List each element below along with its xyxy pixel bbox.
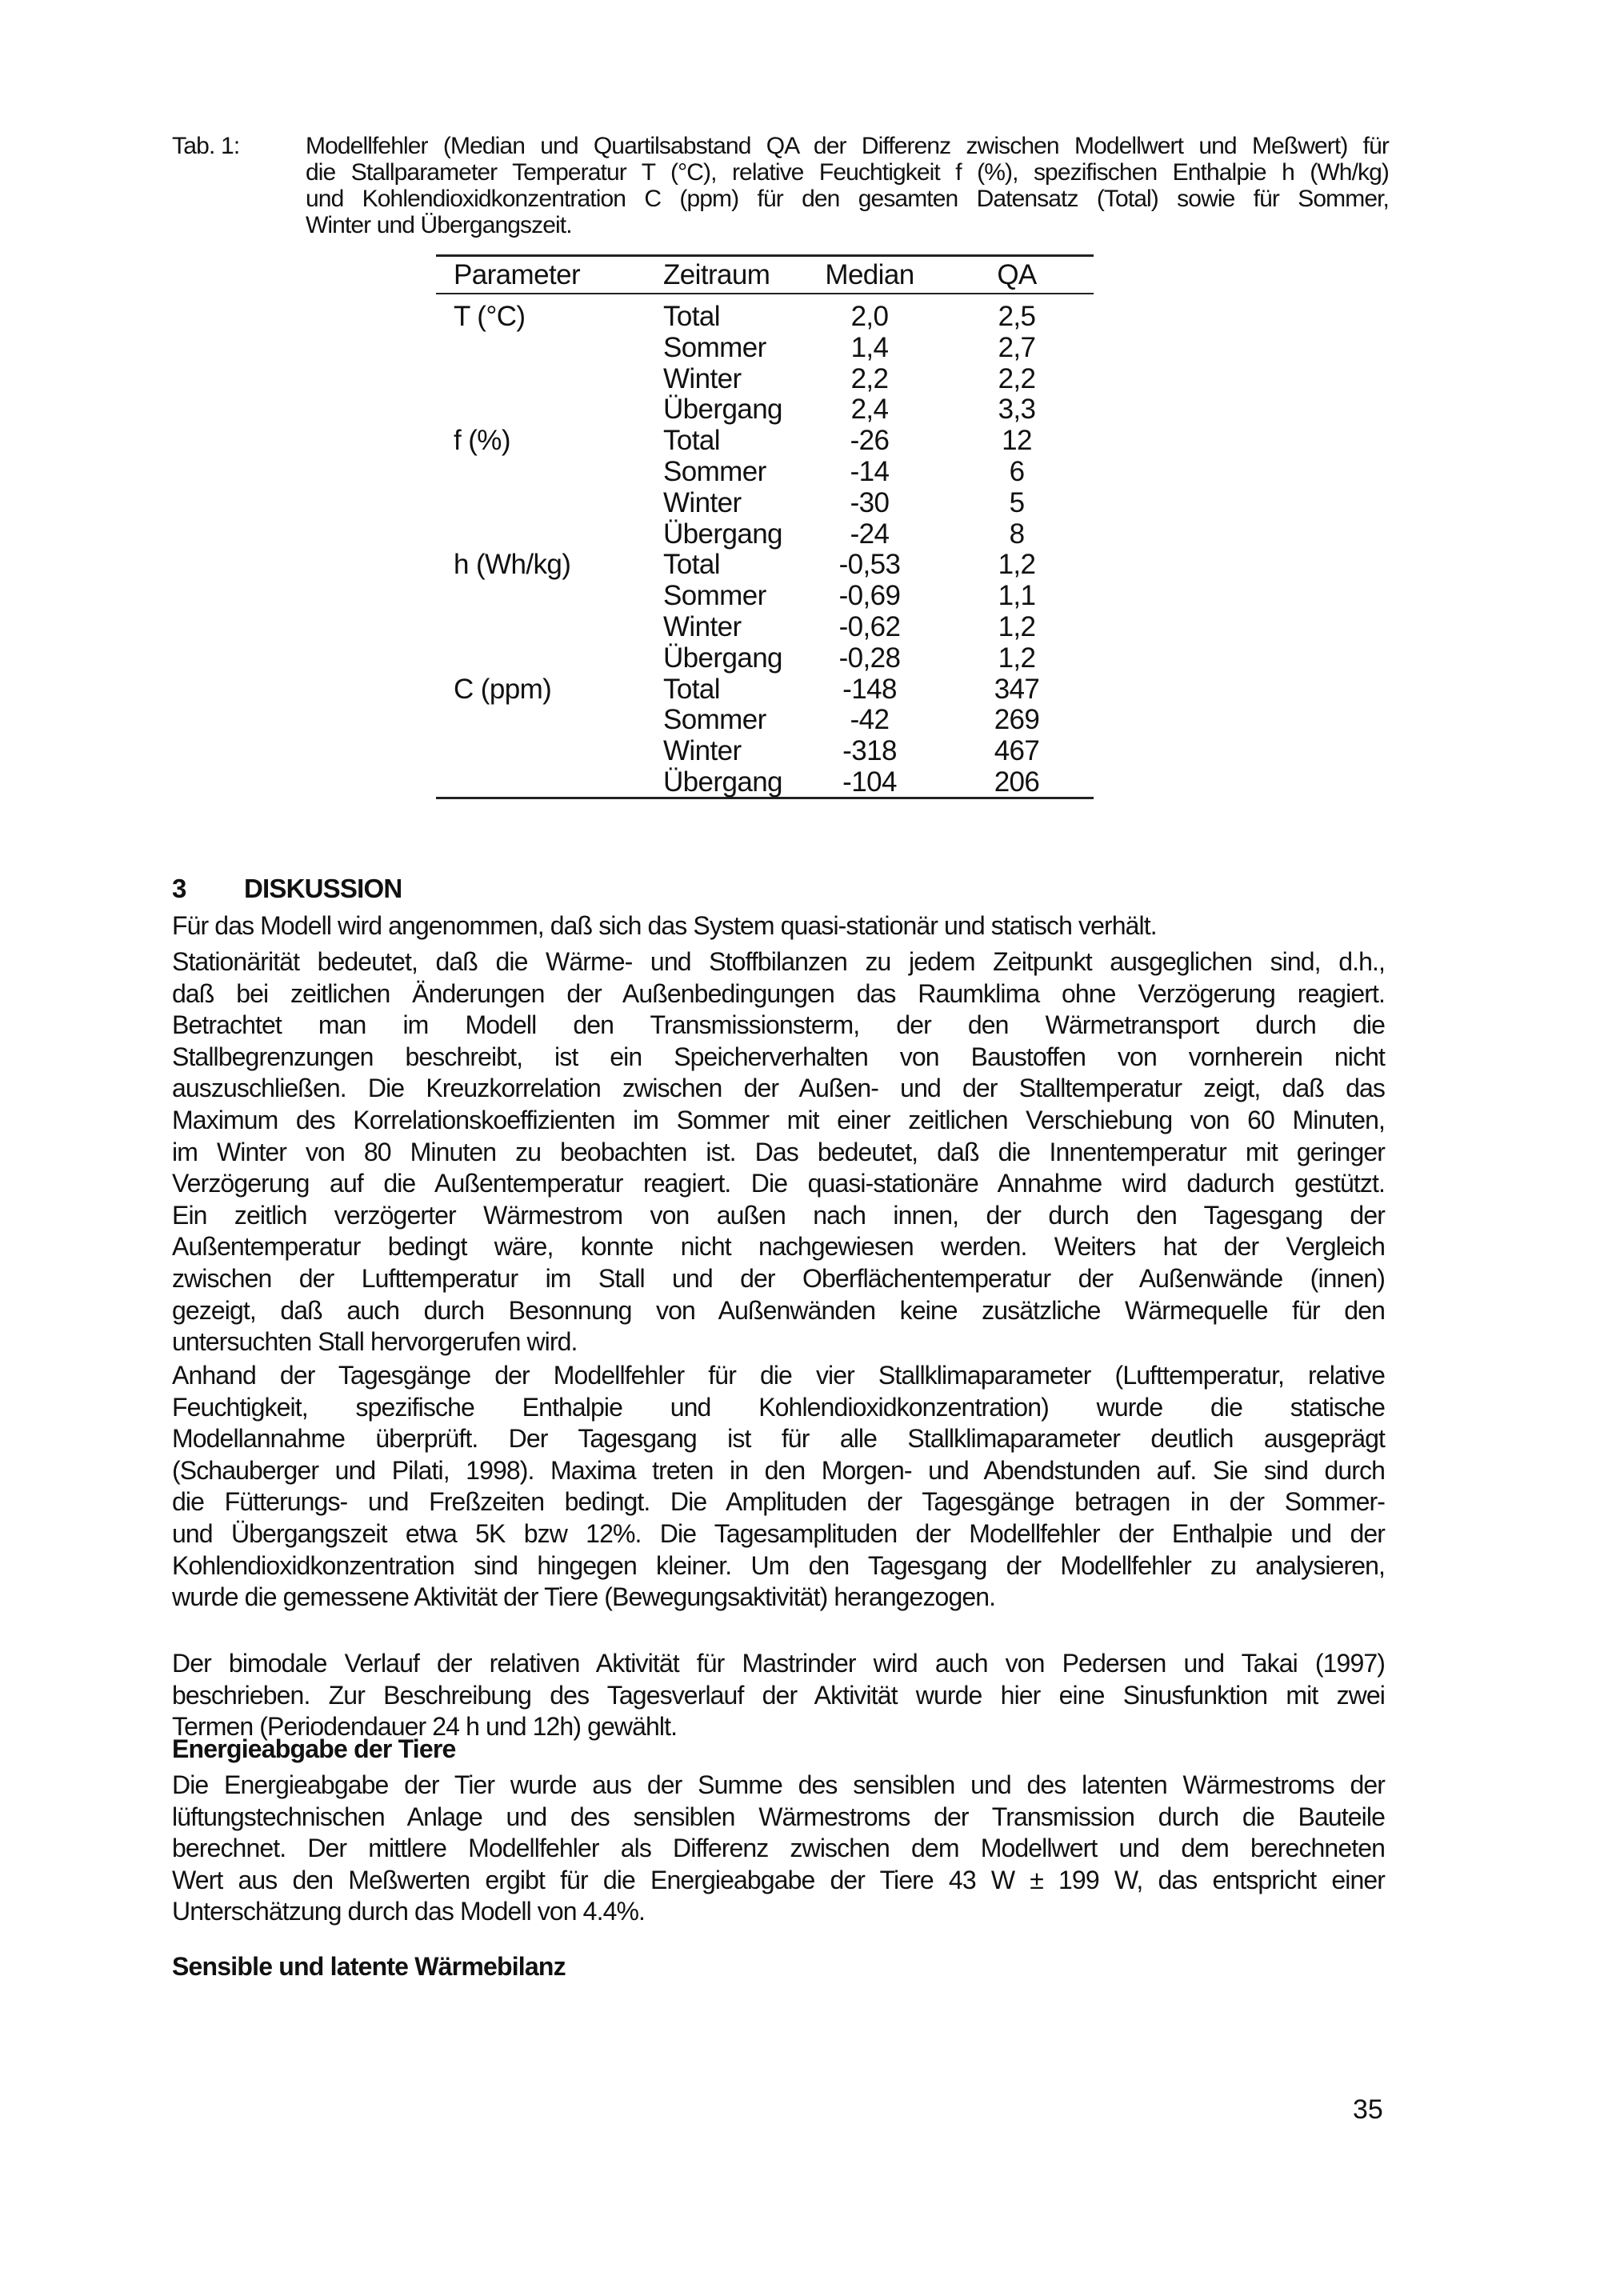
cell-median: -24 [850, 518, 890, 550]
cell-zeitraum: Übergang [663, 518, 782, 550]
table-row [436, 487, 1094, 518]
cell-zeitraum: Sommer [663, 456, 766, 487]
text-line: und Übergangszeit etwa 5K bzw 12%. Die Tagesamplituden der Modellfehler der Enthalpie und der [172, 1518, 1385, 1548]
table-row [436, 580, 1094, 611]
header-qa: QA [997, 259, 1037, 290]
table-row [436, 766, 1094, 798]
text-line: im Winter von 80 Minuten zu beobachten ist. Das bedeutet, daß die Innentemperatur mit geringer [172, 1137, 1385, 1166]
header-zeitraum: Zeitraum [663, 259, 770, 290]
table-row [436, 549, 1094, 580]
cell-median: -0,62 [838, 611, 901, 642]
cell-zeitraum: Winter [663, 362, 742, 394]
cell-median: 1,4 [850, 331, 889, 363]
cell-zeitraum: Sommer [663, 580, 766, 612]
text-line: und Kohlendioxidkonzentration C (ppm) für den gesamten Datensatz (Total) sowie für Sommer, [306, 186, 1389, 212]
section-number: 3 [172, 874, 186, 903]
cell-zeitraum: Winter [663, 611, 742, 642]
subsection-heading: Energieabgabe der Tiere [172, 1734, 456, 1763]
cell-qa: 206 [994, 766, 1040, 798]
cell-qa: 1,2 [998, 611, 1036, 642]
cell-zeitraum: Total [663, 425, 720, 457]
text-line: Feuchtigkeit, spezifische Enthalpie und Kohlendioxidkonzentration) wurde die statische [172, 1392, 1385, 1422]
cell-parameter: f (%) [454, 425, 510, 457]
table-row [436, 456, 1094, 487]
header-parameter: Parameter [454, 259, 580, 290]
cell-median: 2,0 [850, 301, 889, 332]
cell-zeitraum: Übergang [663, 766, 782, 798]
text-line: Für das Modell wird angenommen, daß sich das System quasi-stationär und statisch verhält. [172, 911, 1157, 940]
text-line: Wert aus den Meßwerten ergibt für die Energieabgabe der Tiere 43 W ± 199 W, das entspricht einer [172, 1865, 1385, 1894]
table-row [436, 363, 1094, 394]
text-line: berechnet. Der mittlere Modellfehler als Differenz zwischen dem Modellwert und dem berechneten [172, 1834, 1385, 1863]
cell-qa: 1,2 [998, 549, 1036, 581]
text-line: Ein zeitlich verzögerter Wärmestrom von außen nach innen, der durch den Tagesgang der [172, 1200, 1385, 1230]
cell-median: -42 [850, 704, 890, 736]
cell-zeitraum: Total [663, 301, 720, 332]
table-row [436, 642, 1094, 674]
text-line: Modellfehler (Median und Quartilsabstand QA der Differenz zwischen Modellwert und Meßwert) für [306, 133, 1389, 159]
cell-qa: 269 [994, 704, 1040, 736]
cell-median: 2,2 [850, 362, 889, 394]
text-line: Kohlendioxidkonzentration sind hingegen kleiner. Um den Tagesgang der Modellfehler zu analysieren, [172, 1550, 1385, 1580]
text-line: untersuchten Stall hervorgerufen wird. [172, 1327, 578, 1357]
table-row [436, 394, 1094, 425]
table-caption-label: Tab. 1: [172, 133, 240, 159]
cell-zeitraum: Total [663, 549, 720, 581]
cell-median: -104 [842, 766, 897, 798]
text-line: wurde die gemessene Aktivität der Tiere (Bewegungsaktivität) herangezogen. [172, 1582, 996, 1612]
text-line: Betrachtet man im Modell den Transmissionsterm, der den Wärmetransport durch die [172, 1010, 1385, 1040]
cell-median: -0,53 [838, 549, 901, 581]
cell-zeitraum: Sommer [663, 704, 766, 736]
text-line: Verzögerung auf die Außentemperatur reagiert. Die quasi-stationäre Annahme wird dadurch gestützt. [172, 1169, 1385, 1198]
paragraph [172, 946, 1385, 1358]
section-title: DISKUSSION [244, 874, 402, 903]
text-line: Termen (Periodendauer 24 h und 12h) gewählt. [172, 1712, 678, 1742]
cell-median: -148 [842, 673, 897, 705]
table-row [436, 301, 1094, 332]
paragraph [172, 1648, 1385, 1743]
table-row [436, 735, 1094, 766]
text-line: Die Energieabgabe der Tier wurde aus der Summe des sensiblen und des latenten Wärmestroms der [172, 1770, 1385, 1799]
text-line: Außentemperatur bedingt wäre, konnte nicht nachgewiesen werden. Weiters hat der Vergleich [172, 1232, 1385, 1262]
cell-zeitraum: Übergang [663, 394, 782, 426]
text-line: die Stallparameter Temperatur T (°C), relative Feuchtigkeit f (%), spezifischen Enthalpie h (Wh/kg) [306, 159, 1389, 186]
cell-median: -0,28 [838, 642, 901, 674]
cell-qa: 6 [1009, 456, 1025, 487]
text-line: beschrieben. Zur Beschreibung des Tagesverlauf der Aktivität wurde hier eine Sinusfunktion mit zwei [172, 1680, 1385, 1710]
text-line: (Schauberger und Pilati, 1998). Maxima treten in den Morgen- und Abendstunden auf. Sie sind durch [172, 1455, 1385, 1485]
table-row [436, 611, 1094, 642]
cell-qa: 2,5 [998, 301, 1036, 332]
table-caption [306, 133, 1389, 238]
table-row [436, 425, 1094, 456]
table-header-row [436, 259, 1094, 290]
cell-parameter: C (ppm) [454, 673, 552, 705]
cell-zeitraum: Total [663, 673, 720, 705]
subsection-heading: Sensible und latente Wärmebilanz [172, 1952, 566, 1981]
cell-parameter: T (°C) [454, 301, 526, 332]
cell-parameter: h (Wh/kg) [454, 549, 571, 581]
table-top-rule [436, 254, 1094, 257]
cell-qa: 5 [1009, 486, 1025, 518]
cell-median: -14 [850, 456, 890, 487]
page-number: 35 [1353, 2094, 1383, 2125]
cell-qa: 12 [1002, 425, 1032, 457]
text-line: Stationärität bedeutet, daß die Wärme- und Stoffbilanzen zu jedem Zeitpunkt ausgeglichen sind, d.h., [172, 947, 1385, 976]
cell-qa: 8 [1009, 518, 1025, 550]
text-line: Stallbegrenzungen beschreibt, ist ein Speicherverhalten von Baustoffen von vornherein nicht [172, 1042, 1385, 1071]
cell-zeitraum: Übergang [663, 642, 782, 674]
cell-median: 2,4 [850, 394, 889, 426]
cell-zeitraum: Winter [663, 486, 742, 518]
text-line: daß bei zeitlichen Änderungen der Außenbedingungen das Raumklima ohne Verzögerung reagiert. [172, 978, 1385, 1008]
text-line: Winter und Übergangszeit. [306, 212, 572, 238]
text-line: auszuschließen. Die Kreuzkorrelation zwischen der Außen- und der Stalltemperatur zeigt, daß das [172, 1074, 1385, 1103]
text-line: lüftungstechnischen Anlage und des sensiblen Wärmestroms der Transmission durch die Bauteile [172, 1802, 1385, 1831]
cell-qa: 347 [994, 673, 1040, 705]
text-line: Maximum des Korrelationskoeffizienten im Sommer mit einer zeitlichen Verschiebung von 60 Minuten, [172, 1105, 1385, 1134]
table-row [436, 332, 1094, 363]
cell-qa: 1,2 [998, 642, 1036, 674]
cell-zeitraum: Winter [663, 735, 742, 767]
cell-zeitraum: Sommer [663, 331, 766, 363]
header-median: Median [825, 259, 914, 290]
text-line: Der bimodale Verlauf der relativen Aktivität für Mastrinder wird auch von Pedersen und Takai (1997) [172, 1649, 1385, 1678]
text-line: Modellannahme überprüft. Der Tagesgang ist für alle Stallklimaparameter deutlich ausgeprägt [172, 1424, 1385, 1454]
cell-qa: 1,1 [998, 580, 1036, 612]
text-line: gezeigt, daß auch durch Besonnung von Außenwänden keine zusätzliche Wärmequelle für den [172, 1295, 1385, 1325]
cell-median: -30 [850, 486, 890, 518]
paragraph [172, 1770, 1385, 1928]
cell-median: -318 [842, 735, 897, 767]
cell-qa: 467 [994, 735, 1040, 767]
text-line: Anhand der Tagesgänge der Modellfehler für die vier Stallklimaparameter (Lufttemperatur, relative [172, 1361, 1385, 1390]
paragraph [172, 910, 1385, 942]
text-line: die Fütterungs- und Freßzeiten bedingt. Die Amplituden der Tagesgänge betragen in der Sommer- [172, 1487, 1385, 1517]
cell-qa: 2,2 [998, 362, 1036, 394]
text-line: zwischen der Lufttemperatur im Stall und der Oberflächentemperatur der Außenwände (innen) [172, 1263, 1385, 1293]
table-header-rule [436, 293, 1094, 294]
table-row [436, 704, 1094, 735]
cell-median: -0,69 [838, 580, 901, 612]
cell-median: -26 [850, 425, 890, 457]
cell-qa: 3,3 [998, 394, 1036, 426]
text-line: Unterschätzung durch das Modell von 4.4%. [172, 1897, 646, 1926]
table-row [436, 518, 1094, 550]
table-row [436, 674, 1094, 705]
cell-qa: 2,7 [998, 331, 1036, 363]
paragraph [172, 1360, 1385, 1614]
